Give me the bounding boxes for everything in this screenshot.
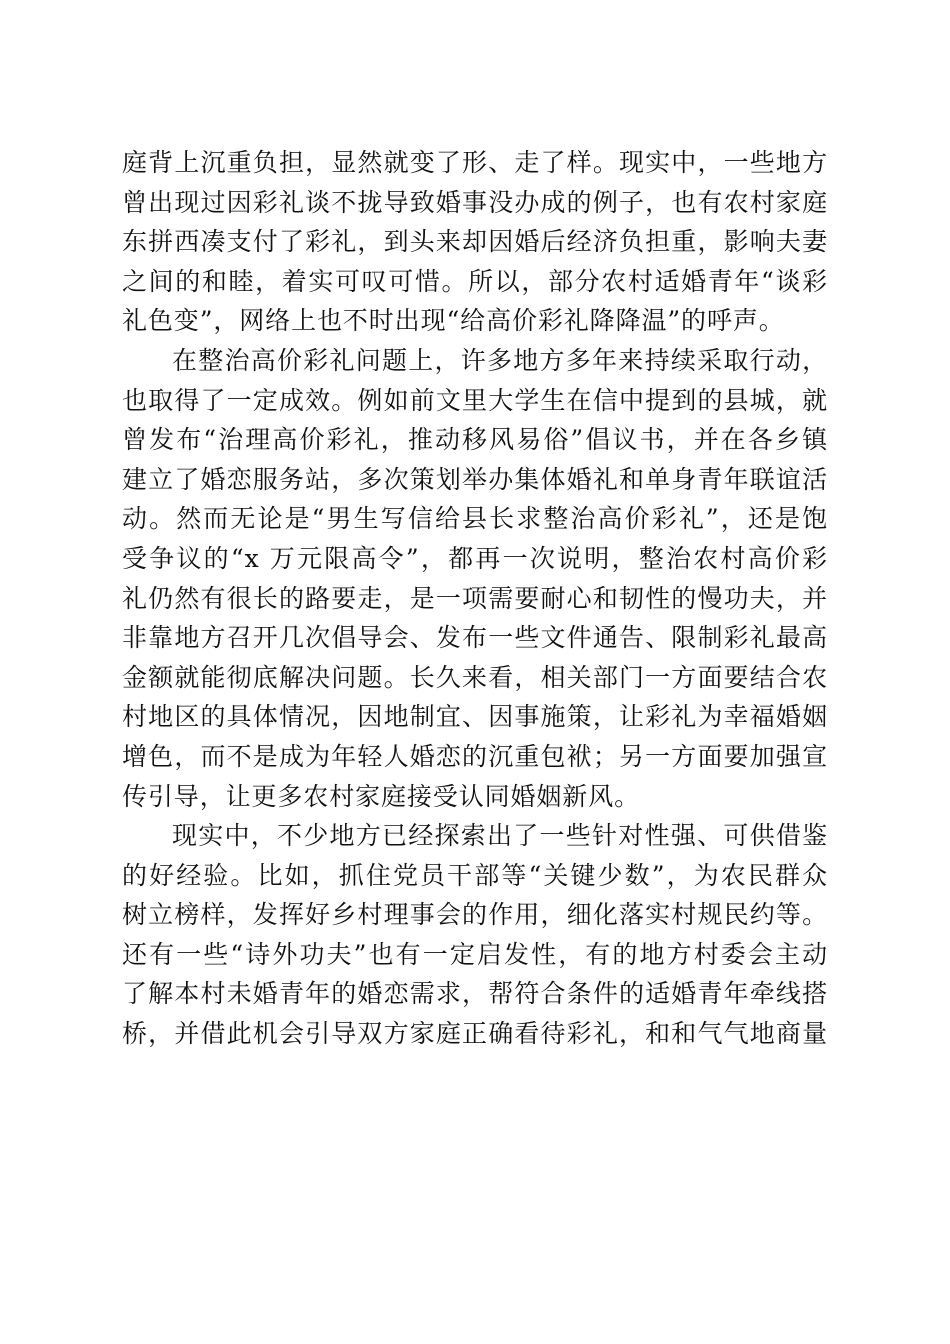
paragraph-2-line-8: 非靠地方召开几次倡导会、发布一些文件通告、限制彩礼最高 (122, 623, 828, 653)
paragraph-1-line-3: 东拼西凑支付了彩礼，到头来却因婚后经济负担重，影响夫妻 (122, 227, 828, 257)
paragraph-3-line-2: 的好经验。比如，抓住党员干部等“关键少数”，为农民群众 (122, 860, 828, 890)
paragraph-2-line-1: 在整治高价彩礼问题上，许多地方多年来持续采取行动， (172, 345, 828, 375)
paragraph-2-line-4: 建立了婚恋服务站，多次策划举办集体婚礼和单身青年联谊活 (122, 464, 828, 494)
paragraph-2-line-6: 受争议的“x 万元限高令”，都再一次说明，整治农村高价彩 (122, 543, 828, 573)
paragraph-3-line-5: 了解本村未婚青年的婚恋需求，帮符合条件的适婚青年牵线搭 (122, 979, 828, 1009)
paragraph-2-line-11: 增色，而不是成为年轻人婚恋的沉重包袱；另一方面要加强宣 (122, 741, 828, 771)
paragraph-1-line-1: 庭背上沉重负担，显然就变了形、走了样。现实中，一些地方 (122, 148, 828, 177)
paragraph-3-line-1: 现实中，不少地方已经探索出了一些针对性强、可供借鉴 (172, 821, 828, 851)
paragraph-2-line-7: 礼仍然有很长的路要走，是一项需要耐心和韧性的慢功夫，并 (122, 583, 828, 613)
paragraph-3-line-4: 还有一些“诗外功夫”也有一定启发性，有的地方村委会主动 (122, 939, 828, 969)
paragraph-2-line-9: 金额就能彻底解决问题。长久来看，相关部门一方面要结合农 (122, 662, 828, 692)
paragraph-3-line-3: 树立榜样，发挥好乡村理事会的作用，细化落实村规民约等。 (122, 900, 828, 930)
paragraph-3-line-6: 桥，并借此机会引导双方家庭正确看待彩礼，和和气气地商量 (122, 1019, 828, 1049)
paragraph-2-line-10: 村地区的具体情况，因地制宜、因事施策，让彩礼为幸福婚姻 (122, 702, 828, 732)
document-body (122, 143, 828, 1054)
paragraph-2-line-5: 动。然而无论是“男生写信给县长求整治高价彩礼”，还是饱 (122, 504, 828, 534)
paragraph-2-line-2: 也取得了一定成效。例如前文里大学生在信中提到的县城，就 (122, 385, 828, 415)
paragraph-2-line-3: 曾发布“治理高价彩礼，推动移风易俗”倡议书，并在各乡镇 (122, 425, 828, 455)
paragraph-1-line-2: 曾出现过因彩礼谈不拢导致婚事没办成的例子，也有农村家庭 (122, 187, 828, 217)
paragraph-2-line-12: 传引导，让更多农村家庭接受认同婚姻新风。 (122, 781, 641, 811)
paragraph-1-line-4: 之间的和睦，着实可叹可惜。所以，部分农村适婚青年“谈彩 (122, 266, 828, 296)
paragraph-1-line-5: 礼色变”，网络上也不时出现“给高价彩礼降降温”的呼声。 (122, 306, 785, 336)
